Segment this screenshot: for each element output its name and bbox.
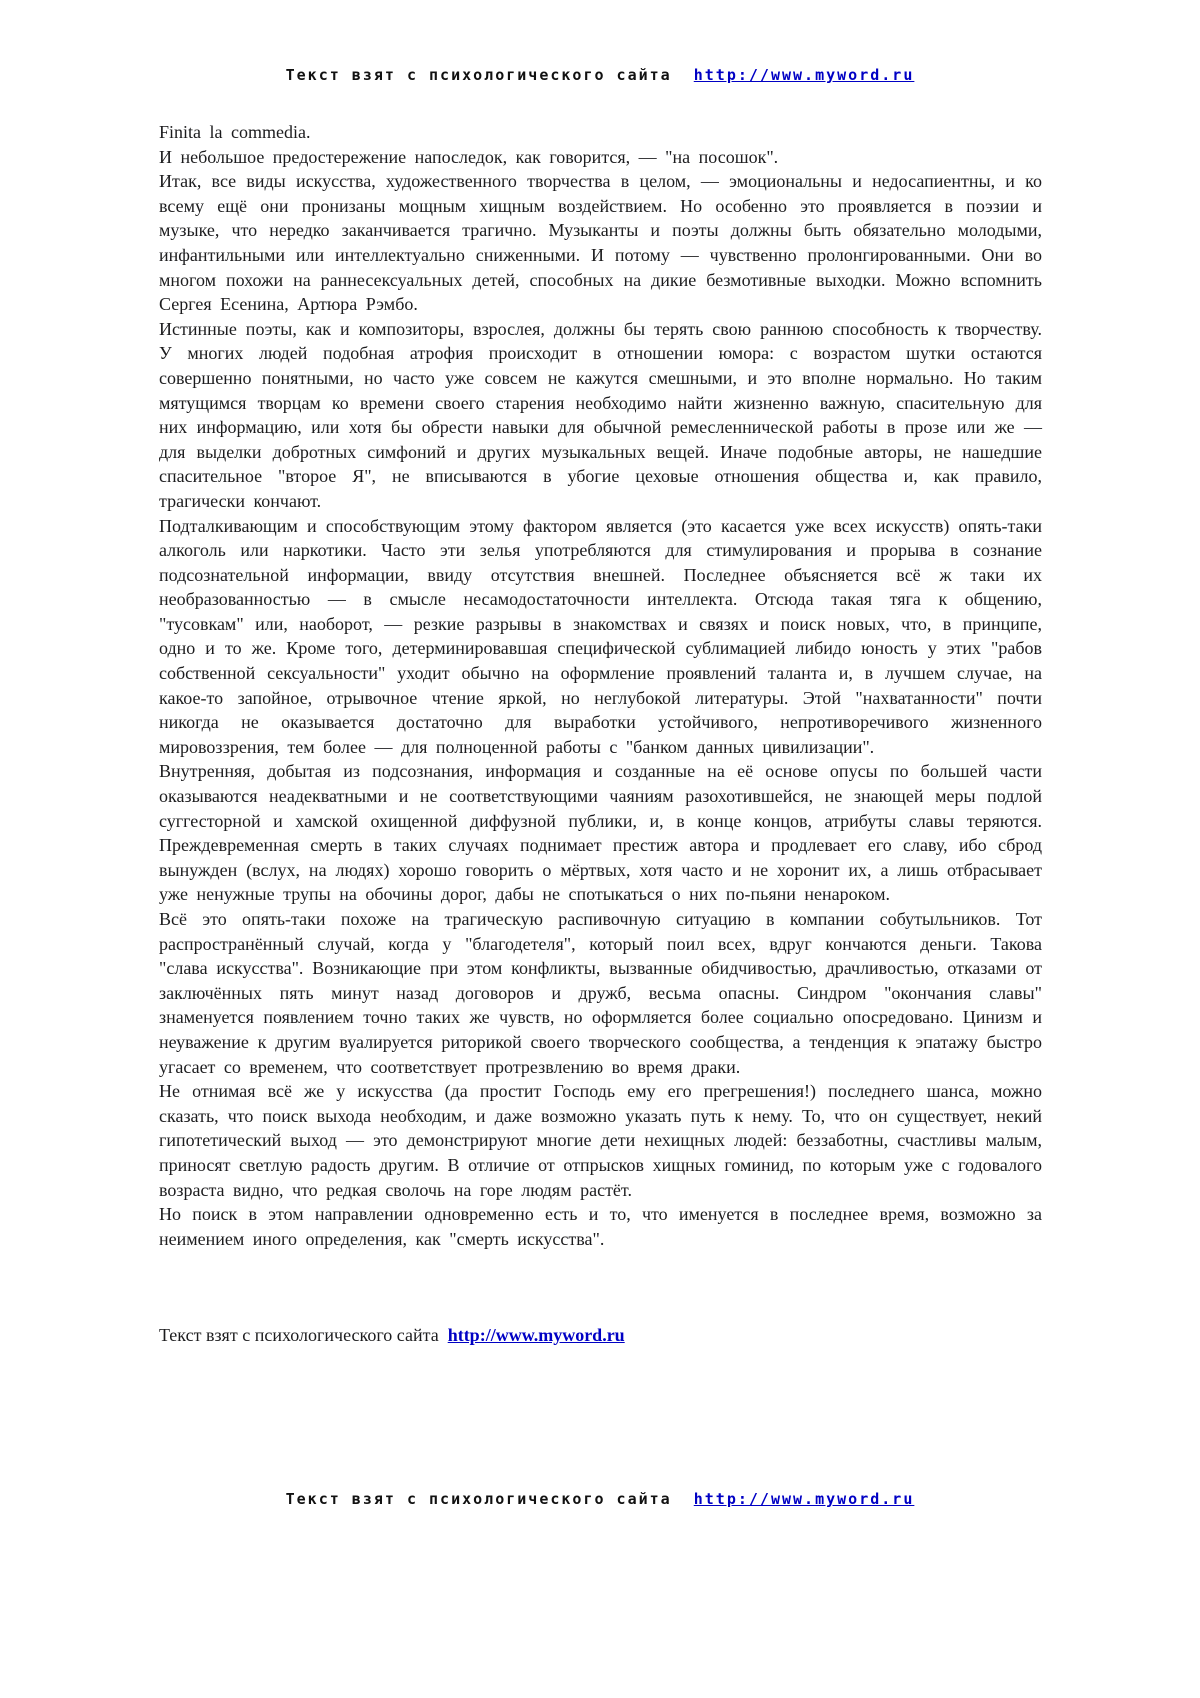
header-site-link[interactable]: http://www.myword.ru (693, 66, 915, 84)
paragraph: Всё это опять-таки похоже на трагическую распивочную ситуацию в компании собутыльников. Тот распространённый случай, когда у "благодетеля", который поил всех, вдруг кончаются деньги. Такова "слава искусства". Возникающие при этом конфликты, вызванные обидчивостью, драчливостью, отказами от заключённых пять минут назад договоров и дружб, весьма опасны. Синдром "окончания славы" знаменуется появлением точно таких же чувств, но оформляется более социально опосредовано. Цинизм и неуважение к другим вуалируется риторикой своего творческого сообщества, а тенденция к эпатажу быстро угасает со временем, что соответствует протрезвлению во время драки. (159, 909, 1042, 1077)
footer-text: Текст взят с психологического сайта (285, 1490, 672, 1508)
paragraph: Итак, все виды искусства, художественного творчества в целом, — эмоциональны и недосапиентны, и ко всему ещё они пронизаны мощным хищным воздействием. Но особенно это проявляется в поэзии и музыке, что нередко заканчивается трагично. Музыканты и поэты должны быть обязательно молодыми, инфантильными или интеллектуально сниженными. И потому — чувственно пролонгированными. Они во многом похожи на раннесексуальных детей, способных на дикие безмотивные выходки. Можно вспомнить Сергея Есенина, Артюра Рэмбо. (159, 171, 1042, 315)
paragraph: Истинные поэты, как и композиторы, взрослея, должны бы терять свою раннюю способность к творчеству. У многих людей подобная атрофия происходит в отношении юмора: с возрастом шутки остаются совершенно понятными, но часто уже совсем не кажутся смешными, и это вполне нормально. Но таким мятущимся творцам ко времени своего старения необходимо найти жизненно важную, спасительную для них информацию, или хотя бы обрести навыки для обычной ремесленнической работы в прозе или же — для выделки добротных симфоний и других музыкальных вещей. Иначе подобные авторы, не нашедшие спасительное "второе Я", не вписываются в убогие цеховые отношения общества и, как правило, трагически кончают. (159, 318, 1042, 511)
paragraph: Не отнимая всё же у искусства (да простит Господь ему его прегрешения!) последнего шанса, можно сказать, что поиск выхода необходим, и даже возможно указать путь к нему. То, что он существует, некий гипотетический выход — это демонстрируют многие дети нехищных людей: беззаботны, счастливы малым, приносят светлую радость другим. В отличие от отпрысков хищных гоминид, по которым уже с годовалого возраста видно, что редкая сволочь на горе людям растёт. (159, 1081, 1042, 1200)
paragraph: И небольшое предостережение напоследок, как говорится, — "на посошок". (159, 146, 779, 167)
body-footer-text: Текст взят с психологического сайта (159, 1325, 439, 1346)
footer-site-link[interactable]: http://www.myword.ru (693, 1490, 915, 1508)
paragraph: Finita la commedia. (159, 122, 311, 142)
body-footer-site-link[interactable]: http://www.myword.ru (447, 1325, 625, 1346)
header-spacer (683, 66, 694, 84)
paragraph: Внутренняя, добытая из подсознания, информация и созданные на её основе опусы по большей части оказываются неадекватными и не соответствующими чаяниям разохотившейся, не знающей меры подлой суггесторной и хамской охищенной диффузной публики, и, в конце концов, атрибуты славы теряются. Преждевременная смерть в таких случаях поднимает престиж автора и продлевает его славу, ибо сброд вынужден (вслух, на людях) хорошо говорить о мёртвых, хотя часто и не хоронит их, а лишь отбрасывает уже ненужные трупы на обочины дорог, дабы не спотыкаться о них по-пьяни ненароком. (159, 761, 1042, 905)
page-header (0, 66, 1200, 84)
document-body (159, 120, 1042, 1348)
body-footer (159, 1323, 1042, 1348)
paragraph: Но поиск в этом направлении одновременно есть и то, что именуется в последнее время, возможно за неимением иного определения, как "смерть искусства". (159, 1204, 1042, 1249)
paragraphs (159, 120, 1042, 1251)
page-footer (0, 1490, 1200, 1508)
header-text: Текст взят с психологического сайта (285, 66, 672, 84)
paragraph: Подталкивающим и способствующим этому фактором является (это касается уже всех искусств) опять-таки алкоголь или наркотики. Часто эти зелья употребляются для стимулирования и прорыва в сознание подсознательной информации, ввиду отсутствия внешней. Последнее объясняется всё ж таки их необразованностью — в смысле несамодостаточности интеллекта. Отсюда такая тяга к общению, "тусовкам" или, наоборот, — резкие разрывы в знакомствах и связях и поиск новых, что, в принципе, одно и то же. Кроме того, детерминировавшая специфической сублимацией либидо юность у этих "рабов собственной сексуальности" уходит обычно на оформление проявлений таланта и, в лучшем случае, на какое-то запойное, отрывочное чтение яркой, но неглубокой литературы. Этой "нахватанности" почти никогда не оказывается достаточно для выработки устойчивого, непротиворечивого жизненного мировоззрения, тем более — для полноценной работы с "банком данных цивилизации". (159, 515, 1042, 757)
footer-spacer (683, 1490, 694, 1508)
